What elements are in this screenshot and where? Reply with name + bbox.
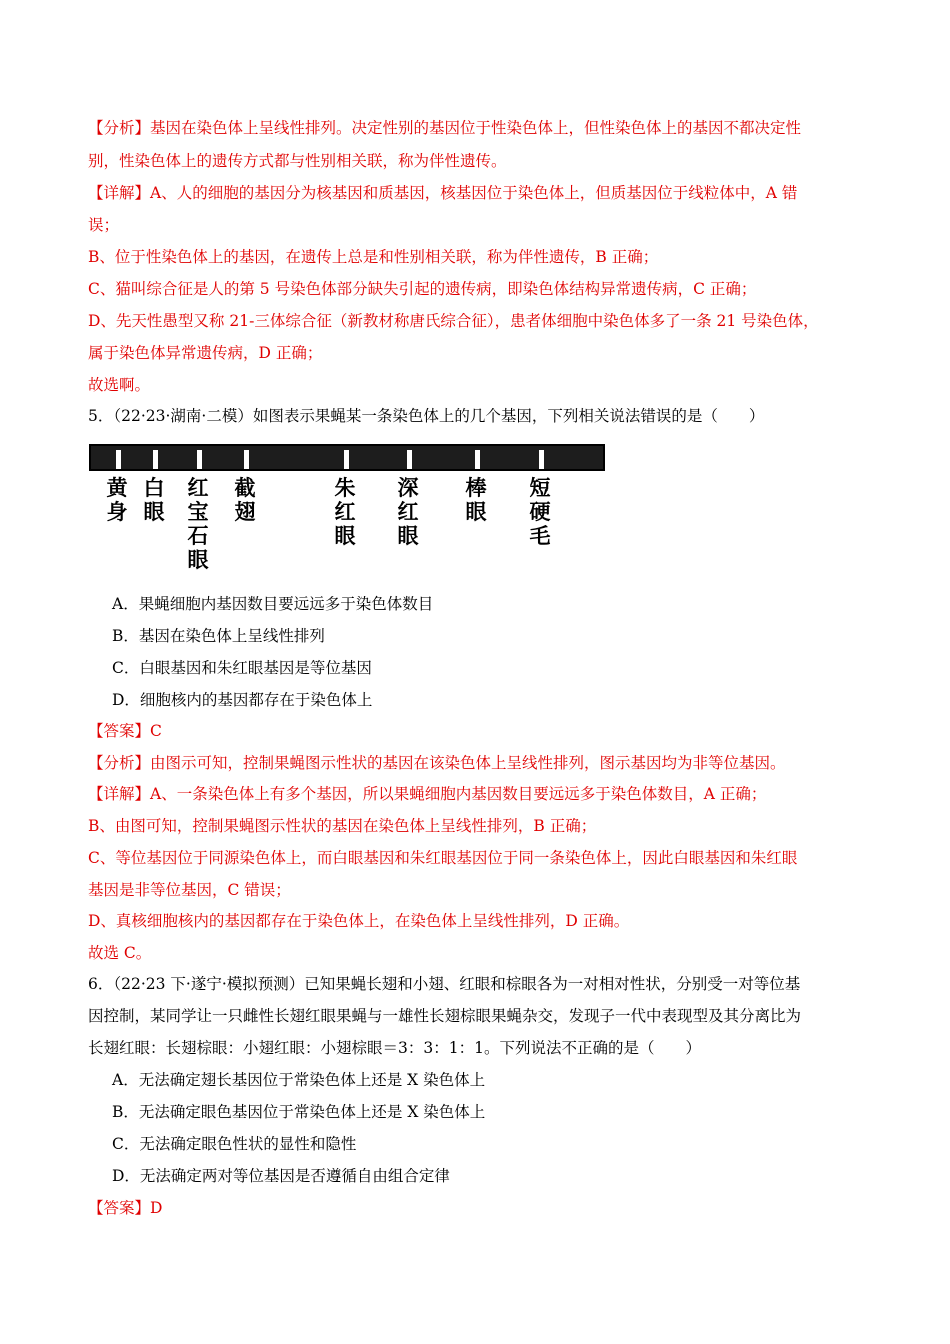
gene-locus-4 — [244, 450, 249, 469]
gene-label-5: 朱 红 眼 — [334, 475, 356, 548]
q6-option-d: D．无法确定两对等位基因是否遵循自由组合定律 — [112, 1167, 450, 1185]
gene-label-3: 红 宝 石 眼 — [187, 475, 209, 572]
analysis-line-1: 【分析】基因在染色体上呈线性排列。决定性别的基因位于性染色体上，但性染色体上的基因不都决定性 — [88, 119, 802, 137]
q6-option-b: B．无法确定眼色基因位于常染色体上还是 X 染色体上 — [112, 1103, 486, 1121]
gene-locus-7 — [475, 450, 480, 469]
gene-locus-1 — [116, 450, 121, 469]
answer-tag: 【答案】 — [88, 1199, 151, 1217]
q5-option-d: D．细胞核内的基因都存在于染色体上 — [112, 691, 373, 709]
analysis-line-2: 别，性染色体上的遗传方式都与性别相关联，称为伴性遗传。 — [88, 152, 507, 170]
gene-label-7: 棒 眼 — [465, 475, 487, 524]
gene-locus-5 — [344, 450, 349, 469]
question-6-stem-3: 长翅红眼：长翅棕眼：小翅红眼：小翅棕眼＝3：3：1：1。下列说法不正确的是（ ） — [88, 1039, 701, 1057]
chromosome-diagram — [89, 444, 605, 471]
gene-label-6: 深 红 眼 — [397, 475, 419, 548]
detail-line-b: B、位于性染色体上的基因，在遗传上总是和性别相关联，称为伴性遗传，B 正确； — [88, 248, 659, 266]
detail-tag: 【详解】 — [88, 184, 151, 202]
q5-analysis: 【分析】由图示可知，控制果蝇图示性状的基因在该染色体上呈线性排列，图示基因均为非等位基因。 — [88, 754, 786, 772]
gene-locus-8 — [539, 450, 544, 469]
q5-detail-c2: 基因是非等位基因，C 错误； — [88, 881, 291, 899]
analysis-tag: 【分析】 — [88, 754, 151, 772]
gene-label-8: 短 硬 毛 — [529, 475, 551, 548]
gene-locus-2 — [153, 450, 158, 469]
q5-conclusion: 故选 C。 — [88, 944, 152, 962]
gene-label-1: 黄 身 — [106, 475, 128, 524]
q5-detail-d: D、真核细胞核内的基因都存在于染色体上，在染色体上呈线性排列，D 正确。 — [88, 912, 630, 930]
detail-line-2: 误； — [88, 216, 120, 234]
question-6-stem-1: 6．（22·23 下·遂宁·模拟预测）已知果蝇长翅和小翅、红眼和棕眼各为一对相对性状，分别受一对等位基 — [88, 975, 801, 993]
q6-option-c: C．无法确定眼色性状的显性和隐性 — [112, 1135, 357, 1153]
analysis-tag: 【分析】 — [88, 119, 151, 137]
q6-answer: 【答案】D — [88, 1199, 163, 1217]
q5-answer: 【答案】C — [88, 722, 162, 740]
detail-line-d2: 属于染色体异常遗传病，D 正确； — [88, 344, 323, 362]
q5-detail-c1: C、等位基因位于同源染色体上，而白眼基因和朱红眼基因位于同一条染色体上，因此白眼基因和朱红眼 — [88, 849, 798, 867]
q5-detail-a: 【详解】A、一条染色体上有多个基因，所以果蝇细胞内基因数目要远远多于染色体数目，A 正确； — [88, 785, 767, 803]
gene-locus-3 — [197, 450, 202, 469]
detail-line-c: C、猫叫综合征是人的第 5 号染色体部分缺失引起的遗传病，即染色体结构异常遗传病，C 正确； — [88, 280, 757, 298]
question-5-stem: 5．（22·23·湖南·二模）如图表示果蝇某一条染色体上的几个基因，下列相关说法错误的是（ ） — [88, 407, 765, 425]
gene-label-4: 截 翅 — [234, 475, 256, 524]
q5-option-b: B．基因在染色体上呈线性排列 — [112, 627, 325, 645]
detail-line-d1: D、先天性愚型又称 21-三体综合征（新教材称唐氏综合征），患者体细胞中染色体多了一条 21 号染色体， — [88, 312, 819, 330]
detail-line-1: 【详解】A、人的细胞的基因分为核基因和质基因，核基因位于染色体上，但质基因位于线粒体中，A 错 — [88, 184, 798, 202]
q5-option-c: C．白眼基因和朱红眼基因是等位基因 — [112, 659, 372, 677]
gene-label-2: 白 眼 — [143, 475, 165, 524]
gene-locus-6 — [407, 450, 412, 469]
q5-option-a: A．果蝇细胞内基因数目要远远多于染色体数目 — [112, 595, 434, 613]
question-6-stem-2: 因控制，某同学让一只雌性长翅红眼果蝇与一雄性长翅棕眼果蝇杂交，发现子一代中表现型及其分离比为 — [88, 1007, 802, 1025]
q5-detail-b: B、由图可知，控制果蝇图示性状的基因在染色体上呈线性排列，B 正确； — [88, 817, 597, 835]
q6-option-a: A．无法确定翅长基因位于常染色体上还是 X 染色体上 — [112, 1071, 486, 1089]
conclusion-line: 故选啊。 — [88, 376, 151, 394]
detail-tag: 【详解】 — [88, 785, 151, 803]
answer-tag: 【答案】 — [88, 722, 151, 740]
